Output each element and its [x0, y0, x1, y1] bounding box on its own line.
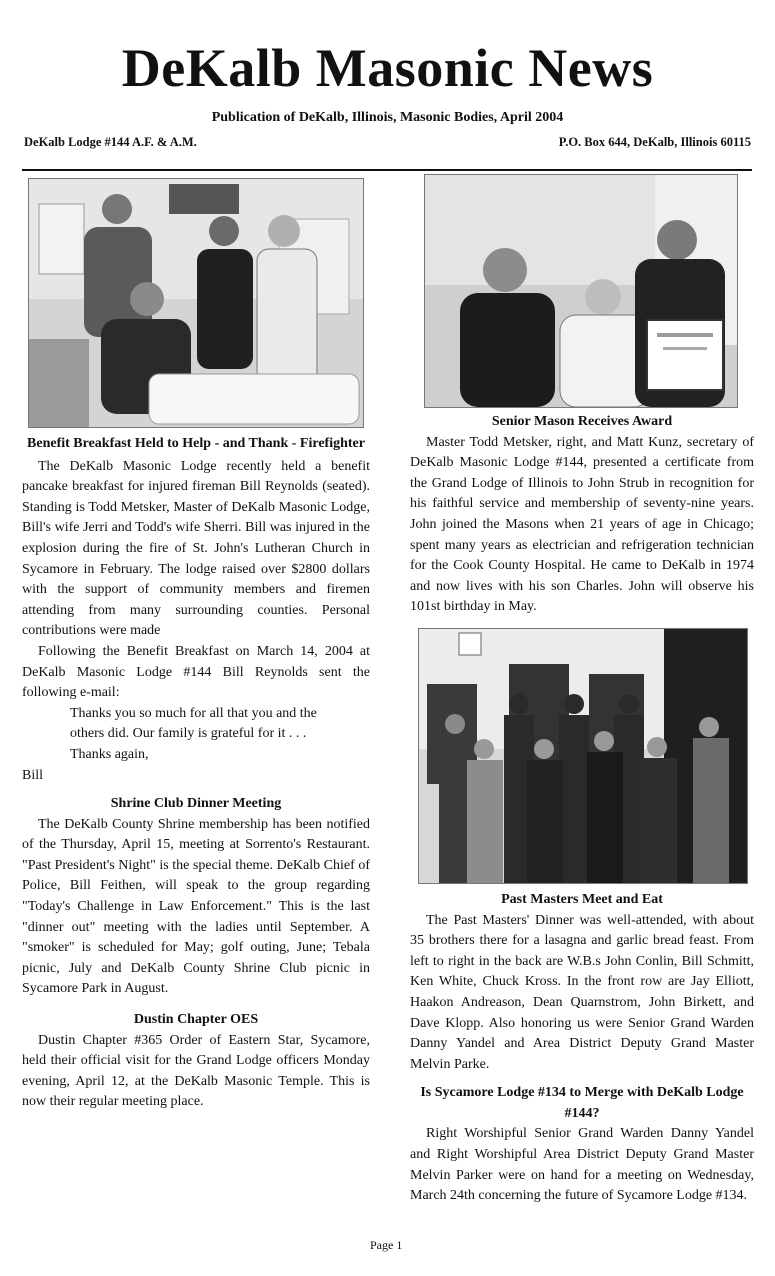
shrine-body: The DeKalb County Shrine membership has been notified of the Thursday, April 15, meeting at Sorrento's Restaurant. "Past President's Night" is the special theme. DeKalb Chief of Police, Bill Feithen, will speak to the group regarding "Today's Challenge in Law Enforcement." This is the last "dinner out" meeting with the ladies until September. A "smoker" is scheduled for May; golf outing, June; Tebala picnic, July and DeKalb County Shrine Club picnic in Sycamore Park in August.	[22, 816, 370, 997]
email-line-2: others did. Our family is grateful for it . . .	[70, 726, 307, 742]
award-headline: Senior Mason Receives Award	[491, 414, 673, 429]
breakfast-paragraph-2: Following the Benefit Breakfast on March 14, 2004 at DeKalb Masonic Lodge #144 Bill Reynolds sent the following e-mail:	[22, 643, 370, 701]
right-column	[410, 174, 754, 1207]
oes-body: Dustin Chapter #365 Order of Eastern Star, Sycamore, held their official visit for the Grand Lodge officers Monday evening, April 12, at the DeKalb Masonic Temple. This is now their regular meeting place.	[22, 1032, 370, 1110]
masthead-rule	[22, 169, 752, 171]
merge-headline: Is Sycamore Lodge #134 to Merge with DeKalb Lodge #144?	[420, 1085, 744, 1121]
breakfast-paragraph-1: The DeKalb Masonic Lodge recently held a benefit pancake breakfast for injured fireman Bill Reynolds (seated). Standing is Todd Metsker, Master of DeKalb Masonic Lodge, Bill's wife Jerri and Todd's wife Sherri. Bill was injured in the explosion during the fire of St. John's Lutheran Church in Sycamore in February. The lodge raised over $2800 dollars with the support of community members and firemen attending from many surrounding counties. Personal contributions were made	[22, 458, 370, 639]
newsletter-title: DeKalb Masonic News	[121, 38, 654, 98]
breakfast-photo	[28, 178, 364, 428]
email-line-3: Thanks again,	[70, 746, 149, 762]
email-signature: Bill	[22, 767, 44, 783]
lodge-address: P.O. Box 644, DeKalb, Illinois 60115	[558, 135, 751, 149]
page-number: Page 1	[370, 1238, 403, 1252]
award-photo	[424, 174, 738, 408]
past-masters-body: The Past Masters' Dinner was well-attended, with about 35 brothers there for a lasagna and garlic bread feast. From left to right in the back are W.B.s John Conlin, Bill Schmitt, Ken White, Chuck Kross. In the front row are Jay Elliott, Haakon Andreason, Dean Quarnstrom, John Birkett, and Dave Klopp. Also honoring us were Senior Grand Warden Danny Yandel and Area District Deputy Grand Master Melvin Parke.	[410, 912, 754, 1072]
breakfast-headline: Benefit Breakfast Held to Help - and Thank - Firefighter	[27, 436, 365, 451]
left-column	[22, 178, 370, 1113]
past-masters-headline: Past Masters Meet and Eat	[501, 891, 663, 907]
oes-headline: Dustin Chapter OES	[133, 1012, 259, 1028]
email-line-1: Thanks you so much for all that you and the	[70, 705, 317, 721]
publication-line: Publication of DeKalb, Illinois, Masonic Bodies, April 2004	[211, 110, 564, 125]
lodge-name: DeKalb Lodge #144 A.F. & A.M.	[24, 135, 197, 149]
merge-body: Right Worshipful Senior Grand Warden Danny Yandel and Right Worshipful Area District Deputy Grand Master Melvin Parker were on hand for a meeting on Wednesday, March 24th concerning the future of Sycamore Lodge #134.	[410, 1126, 754, 1204]
award-body: Master Todd Metsker, right, and Matt Kunz, secretary of DeKalb Masonic Lodge #144, presented a certificate from the Grand Lodge of Illinois to John Strub in recognition for his faithful service and membership of seventy-nine years. John joined the Masons when 21 years of age in Chicago; spent many years as electrician and refrigeration technician for the Cook County Hospital. He came to DeKalb in 1974 and now lives with his son Charles. John will observe his 101st birthday in May.	[410, 434, 754, 615]
shrine-headline: Shrine Club Dinner Meeting	[110, 796, 282, 812]
past-masters-photo	[418, 628, 748, 884]
